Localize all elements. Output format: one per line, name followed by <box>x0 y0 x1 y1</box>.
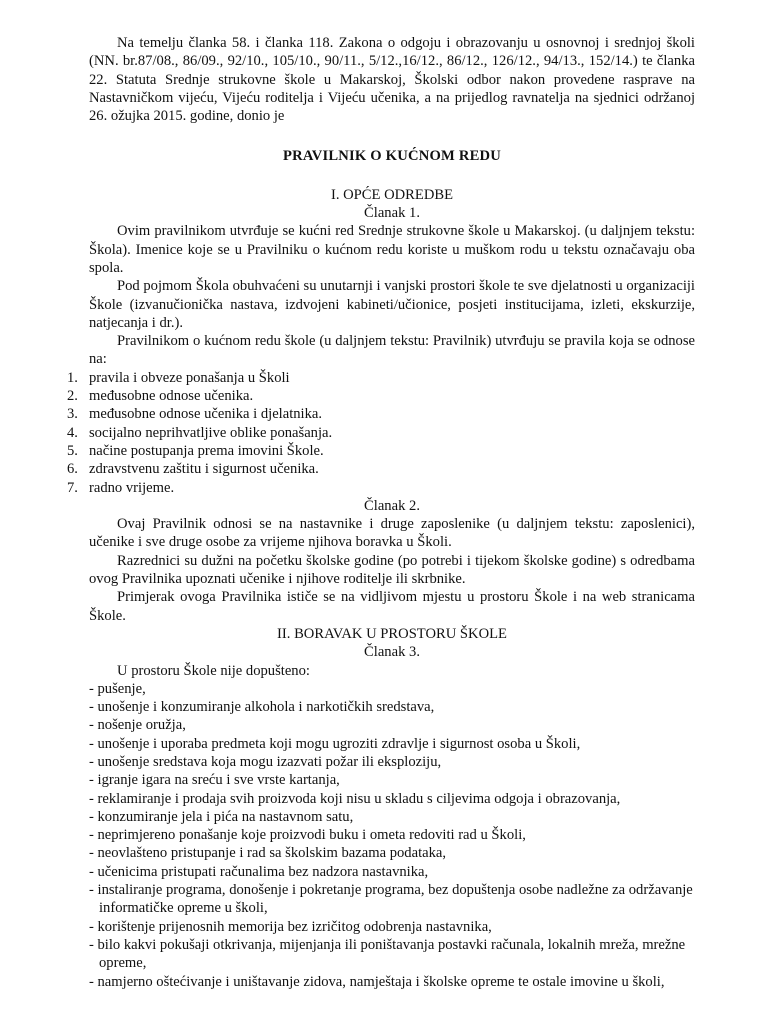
list-item: - instaliranje programa, donošenje i pokretanje programa, bez dopuštenja osobe nadležne za održavanje informatičke opreme u školi, <box>89 882 693 917</box>
article-2-paragraph-1: Ovaj Pravilnik odnosi se na nastavnike i druge zaposlenike (u daljnjem tekstu: zaposlenici), učenike i sve druge osobe za vrijeme njihova boravka u Školi. <box>89 516 695 551</box>
rules-list <box>67 369 695 497</box>
list-item: - igranje igara na sreću i sve vrste kartanja, <box>89 772 340 789</box>
list-item: - namjerno oštećivanje i uništavanje zidova, namještaja i školske opreme te ostale imovine u školi, <box>89 973 665 990</box>
list-item: - reklamiranje i prodaja svih proizvoda koji nisu u skladu s ciljevima odgoja i obrazovanja, <box>89 790 621 807</box>
list-item: - neovlašteno pristupanje i rad sa školskim bazama podataka, <box>89 845 447 862</box>
list-item: 1. pravila i obveze ponašanja u Školi <box>67 369 290 386</box>
article-3-intro: U prostoru Škole nije dopušteno: <box>117 662 310 679</box>
article-2-paragraph-3: Primjerak ovoga Pravilnika ističe se na vidljivom mjestu u prostoru Škole i na web stranicama Škole. <box>89 589 695 624</box>
list-item: - unošenje i konzumiranje alkohola i narkotičkih sredstava, <box>89 699 435 716</box>
list-item: 2. međusobne odnose učenika. <box>67 388 254 405</box>
list-item: 5. načine postupanja prema imovini Škole. <box>67 442 324 459</box>
list-item: - učenicima pristupati računalima bez nadzora nastavnika, <box>89 863 429 880</box>
article-1-paragraph-3: Pravilnikom o kućnom redu škole (u daljnjem tekstu: Pravilnik) utvrđuju se pravila koja se odnose na: <box>89 333 695 368</box>
preamble-paragraph: Na temelju članka 58. i članka 118. Zakona o odgoju i obrazovanju u osnovnoj i srednjoj školi (NN. br.87/08., 86/09., 92/10., 105/10., 90/11., 5/12.,16/12., 86/12., 126/12., 94/13., 152/14.) te članka 22. Statuta Srednje strukovne škole u Makarskoj, Školski odbor nakon provedene rasprave na Nastavničkom vijeću, Vijeću roditelja i Vijeću učenika, a na prijedlog ravnatelja na sjednici održanoj 26. ožujka 2015. godine, donio je <box>89 35 695 125</box>
article-1-heading: Članak 1. <box>364 205 420 222</box>
list-item: 4. socijalno neprihvatljive oblike ponašanja. <box>67 424 333 441</box>
document-title: PRAVILNIK O KUĆNOM REDU <box>283 148 501 165</box>
list-item: - korištenje prijenosnih memorija bez izričitog odobrenja nastavnika, <box>89 918 492 935</box>
document-page <box>67 34 695 991</box>
list-item: 7. radno vrijeme. <box>67 479 175 496</box>
list-item: 3. međusobne odnose učenika i djelatnika. <box>67 406 323 423</box>
list-item: 6. zdravstvenu zaštitu i sigurnost učenika. <box>67 461 319 478</box>
list-item: - unošenje sredstava koja mogu izazvati požar ili eksploziju, <box>89 753 442 770</box>
list-item: - pušenje, <box>89 680 146 697</box>
article-2-paragraph-2: Razrednici su dužni na početku školske godine (po potrebi i tijekom školske godine) s odredbama ovog Pravilnika upoznati učenike i njihove roditelje ili skrbnike. <box>89 552 695 588</box>
section-heading-general: I. OPĆE ODREDBE <box>330 186 454 203</box>
article-2-heading: Članak 2. <box>364 497 420 514</box>
article-1-paragraph-2: Pod pojmom Škola obuhvaćeni su unutarnji i vanjski prostori škole te sve djelatnosti u organizaciji Škole (izvanučionička nastava, izdvojeni kabineti/učionice, posjeti institucijama, izleti, ekskurzije, natjecanja i dr.). <box>89 278 695 331</box>
article-3-heading: Članak 3. <box>364 644 420 661</box>
article-1-paragraph-1: Ovim pravilnikom utvrđuje se kućni red Srednje strukovne škole u Makarskoj. (u daljnjem tekstu: Škola). Imenice koje se u Pravilniku o kućnom redu koriste u muškom rodu u tekstu označavaju oba spola. <box>89 223 695 276</box>
prohibited-list <box>89 680 695 991</box>
section-heading-stay: II. BORAVAK U PROSTORU ŠKOLE <box>277 625 507 642</box>
list-item: - neprimjereno ponašanje koje proizvodi buku i ometa redoviti rad u Školi, <box>89 827 526 844</box>
list-item: - unošenje i uporaba predmeta koji mogu ugroziti zdravlje i sigurnost osoba u Školi, <box>89 735 581 752</box>
list-item: - nošenje oružja, <box>89 717 186 734</box>
list-item: - bilo kakvi pokušaji otkrivanja, mijenjanja ili poništavanja postavki računala, lokalnih mreža, mrežne opreme, <box>89 936 686 972</box>
list-item: - konzumiranje jela i pića na nastavnom satu, <box>89 808 354 825</box>
